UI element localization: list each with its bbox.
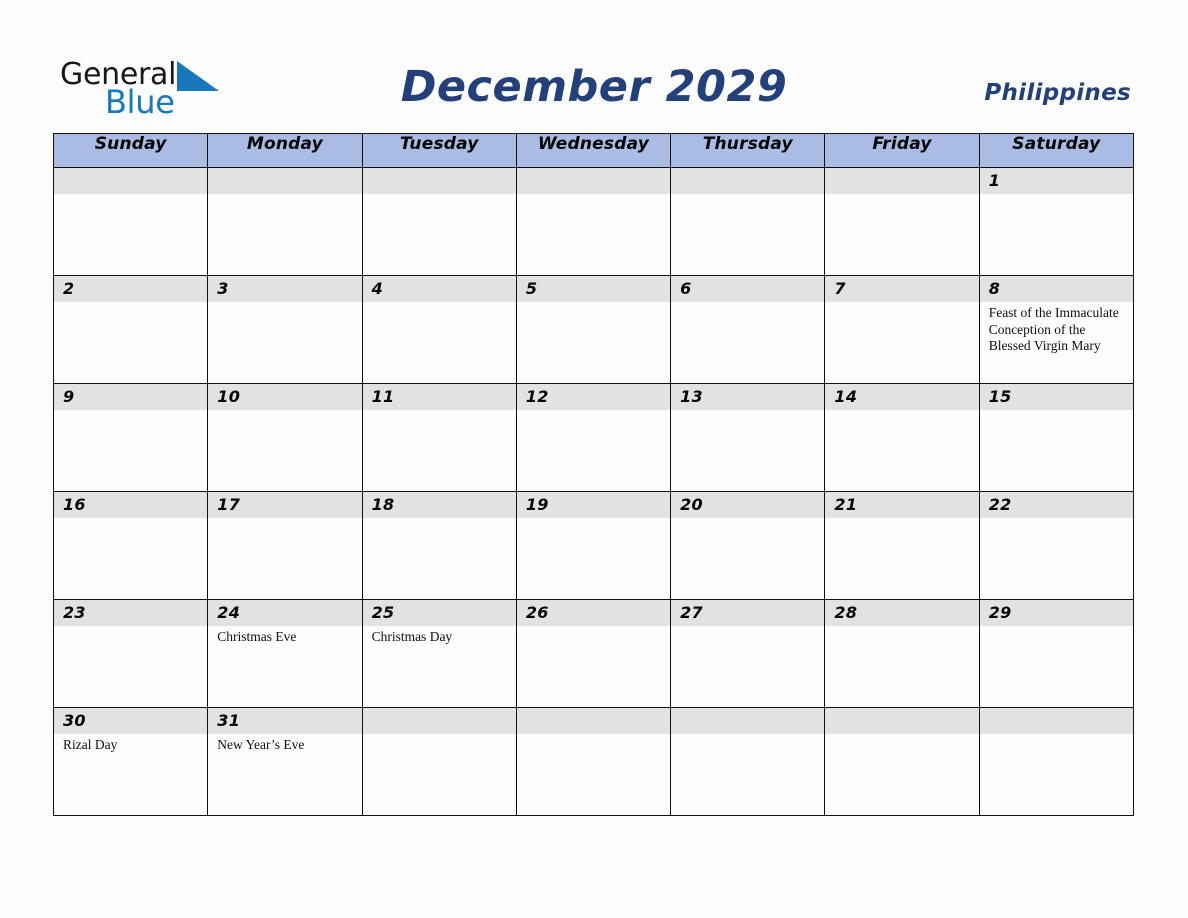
- calendar-day-cell[interactable]: [979, 276, 1133, 384]
- day-number: 11: [371, 387, 395, 406]
- day-events: [208, 626, 361, 646]
- day-cell-content: [671, 384, 824, 491]
- day-number: 2: [63, 279, 75, 298]
- calendar-empty-cell: [825, 168, 979, 276]
- calendar-body: [54, 168, 1134, 816]
- calendar-day-cell[interactable]: [516, 276, 670, 384]
- calendar-empty-cell: [362, 708, 516, 816]
- day-cell-content: [825, 708, 978, 815]
- day-cell-content: [517, 708, 670, 815]
- day-number: 8: [988, 279, 1001, 298]
- day-number-band: [517, 276, 670, 302]
- logo-general-text: General: [60, 57, 177, 92]
- day-number-band: [54, 600, 207, 626]
- day-number: 23: [63, 603, 86, 622]
- calendar-day-cell[interactable]: [825, 276, 979, 384]
- day-number: 28: [834, 603, 858, 622]
- day-number-band: [54, 708, 207, 734]
- day-cell-content: [363, 168, 516, 275]
- day-number-band: [980, 384, 1133, 410]
- day-number-band: [671, 168, 824, 194]
- calendar-week-row: [54, 708, 1134, 816]
- day-number: 20: [680, 495, 703, 514]
- calendar-day-cell[interactable]: [516, 600, 670, 708]
- day-number-band: [54, 168, 207, 194]
- day-number: 12: [525, 387, 549, 406]
- weekday-header-wednesday: Wednesday: [516, 134, 670, 168]
- day-number-band: [517, 492, 670, 518]
- day-number: 19: [525, 495, 549, 514]
- calendar-week-row: [54, 492, 1134, 600]
- day-cell-content: [671, 276, 824, 383]
- day-cell-content: [671, 168, 824, 275]
- day-number-band: [517, 168, 670, 194]
- page-title: December 2029: [400, 62, 788, 112]
- calendar-empty-cell: [516, 708, 670, 816]
- day-number: 22: [988, 495, 1012, 514]
- day-cell-content: [517, 276, 670, 383]
- holiday-event-label: Rizal Day: [63, 737, 118, 752]
- calendar-day-cell[interactable]: [208, 600, 362, 708]
- calendar-day-cell[interactable]: [54, 492, 208, 600]
- calendar-empty-cell: [516, 168, 670, 276]
- weekday-header-row: [54, 134, 1134, 168]
- day-cell-content: [363, 384, 516, 491]
- day-cell-content: [54, 384, 207, 491]
- day-number-band: [208, 708, 361, 734]
- day-cell-content: [363, 708, 516, 815]
- day-cell-content: [208, 600, 361, 707]
- calendar-day-cell[interactable]: [362, 492, 516, 600]
- day-number-band: [363, 168, 516, 194]
- day-number-band: [517, 600, 670, 626]
- day-cell-content: [54, 276, 207, 383]
- day-number: 1: [988, 171, 1001, 190]
- day-number-band: [825, 384, 978, 410]
- day-number: 3: [217, 279, 229, 298]
- day-number: 27: [680, 603, 703, 622]
- day-cell-content: [671, 600, 824, 707]
- day-events: [54, 734, 207, 754]
- calendar-day-cell[interactable]: [516, 492, 670, 600]
- day-number: 13: [680, 387, 703, 406]
- weekday-header-saturday: Saturday: [979, 134, 1133, 168]
- day-cell-content: [54, 708, 207, 815]
- day-cell-content: [980, 384, 1133, 491]
- day-number-band: [208, 600, 361, 626]
- day-cell-content: [980, 492, 1133, 599]
- day-number-band: [980, 492, 1133, 518]
- calendar-day-cell[interactable]: [979, 492, 1133, 600]
- weekday-header-tuesday: Tuesday: [362, 134, 516, 168]
- day-events: [208, 734, 361, 754]
- day-number-band: [825, 600, 978, 626]
- calendar-empty-cell: [671, 708, 825, 816]
- day-cell-content: [980, 708, 1133, 815]
- day-cell-content: [825, 276, 978, 383]
- day-cell-content: [208, 708, 361, 815]
- day-number: 29: [988, 603, 1012, 622]
- day-cell-content: [980, 276, 1133, 383]
- day-cell-content: [54, 600, 207, 707]
- calendar-empty-cell: [979, 708, 1133, 816]
- day-number-band: [825, 492, 978, 518]
- day-number: 21: [834, 495, 858, 514]
- calendar-day-cell[interactable]: [362, 600, 516, 708]
- day-cell-content: [825, 384, 978, 491]
- day-number-band: [825, 168, 978, 194]
- day-cell-content: [54, 168, 207, 275]
- calendar-day-cell[interactable]: [362, 384, 516, 492]
- day-number-band: [208, 276, 361, 302]
- calendar-day-cell[interactable]: [979, 168, 1133, 276]
- page-header: [0, 0, 1188, 133]
- day-cell-content: [671, 708, 824, 815]
- day-cell-content: [825, 492, 978, 599]
- day-cell-content: [825, 600, 978, 707]
- day-number-band: [54, 384, 207, 410]
- day-number-band: [980, 600, 1133, 626]
- calendar-day-cell[interactable]: [208, 276, 362, 384]
- day-number-band: [671, 384, 824, 410]
- day-number: 10: [217, 387, 241, 406]
- day-cell-content: [517, 600, 670, 707]
- day-number-band: [363, 708, 516, 734]
- calendar-day-cell[interactable]: [825, 384, 979, 492]
- calendar-day-cell[interactable]: [671, 600, 825, 708]
- calendar-day-cell[interactable]: [979, 384, 1133, 492]
- day-cell-content: [517, 168, 670, 275]
- day-cell-content: [980, 600, 1133, 707]
- weekday-header-sunday: Sunday: [54, 134, 208, 168]
- day-number: 31: [217, 711, 241, 730]
- calendar-week-row: [54, 276, 1134, 384]
- calendar-empty-cell: [54, 168, 208, 276]
- day-number-band: [363, 384, 516, 410]
- day-cell-content: [208, 276, 361, 383]
- calendar-day-cell[interactable]: [516, 384, 670, 492]
- day-number: 6: [680, 279, 692, 298]
- calendar-week-row: [54, 168, 1134, 276]
- day-cell-content: [208, 384, 361, 491]
- day-number-band: [208, 384, 361, 410]
- calendar-day-cell[interactable]: [208, 384, 362, 492]
- day-number: 16: [63, 495, 86, 514]
- day-number: 26: [525, 603, 549, 622]
- calendar-day-cell[interactable]: [979, 600, 1133, 708]
- day-number-band: [671, 276, 824, 302]
- day-cell-content: [671, 492, 824, 599]
- holiday-event-label: Feast of the Immaculate Conception of the Blessed Virgin Mary: [988, 305, 1119, 354]
- day-number-band: [517, 384, 670, 410]
- day-events: [363, 626, 516, 646]
- calendar-day-cell[interactable]: [825, 600, 979, 708]
- calendar-empty-cell: [208, 168, 362, 276]
- calendar-empty-cell: [671, 168, 825, 276]
- day-cell-content: [517, 384, 670, 491]
- calendar-day-cell[interactable]: [54, 600, 208, 708]
- day-cell-content: [363, 276, 516, 383]
- day-cell-content: [980, 168, 1133, 275]
- day-number-band: [54, 492, 207, 518]
- day-number-band: [671, 492, 824, 518]
- day-number-band: [54, 276, 207, 302]
- holiday-event-label: Christmas Eve: [217, 629, 297, 644]
- day-number: 25: [371, 603, 395, 622]
- calendar-day-cell[interactable]: [54, 384, 208, 492]
- calendar-day-cell[interactable]: [54, 708, 208, 816]
- day-number: 9: [63, 387, 75, 406]
- calendar-day-cell[interactable]: [208, 492, 362, 600]
- day-number-band: [208, 168, 361, 194]
- day-number-band: [363, 600, 516, 626]
- calendar-week-row: [54, 600, 1134, 708]
- calendar-day-cell[interactable]: [54, 276, 208, 384]
- day-number: 15: [988, 387, 1012, 406]
- day-number: 30: [63, 711, 86, 730]
- calendar-empty-cell: [825, 708, 979, 816]
- weekday-header-thursday: Thursday: [671, 134, 825, 168]
- country-label: Philippines: [984, 80, 1131, 106]
- day-number: 24: [217, 603, 241, 622]
- weekday-header-monday: Monday: [208, 134, 362, 168]
- day-number-band: [363, 492, 516, 518]
- day-number-band: [363, 276, 516, 302]
- calendar-week-row: [54, 384, 1134, 492]
- day-cell-content: [363, 600, 516, 707]
- day-events: [980, 302, 1133, 355]
- calendar-day-cell[interactable]: [671, 384, 825, 492]
- day-number: 17: [217, 495, 241, 514]
- day-cell-content: [825, 168, 978, 275]
- day-number-band: [980, 708, 1133, 734]
- logo-blue-text: Blue: [105, 83, 175, 121]
- weekday-header-friday: Friday: [825, 134, 979, 168]
- day-number-band: [980, 276, 1133, 302]
- day-cell-content: [208, 168, 361, 275]
- day-number: 14: [834, 387, 858, 406]
- day-number: 7: [834, 279, 846, 298]
- calendar-grid: [53, 133, 1134, 816]
- calendar-day-cell[interactable]: [671, 492, 825, 600]
- holiday-event-label: Christmas Day: [371, 629, 453, 644]
- day-number: 5: [525, 279, 538, 298]
- day-number: 4: [371, 279, 383, 298]
- day-number: 18: [371, 495, 395, 514]
- day-cell-content: [54, 492, 207, 599]
- calendar-day-cell[interactable]: [208, 708, 362, 816]
- day-number-band: [208, 492, 361, 518]
- day-cell-content: [363, 492, 516, 599]
- holiday-event-label: New Year’s Eve: [217, 737, 305, 752]
- day-cell-content: [208, 492, 361, 599]
- day-number-band: [671, 600, 824, 626]
- day-number-band: [517, 708, 670, 734]
- day-number-band: [980, 168, 1133, 194]
- calendar-day-cell[interactable]: [825, 492, 979, 600]
- day-number-band: [825, 276, 978, 302]
- calendar-day-cell[interactable]: [362, 276, 516, 384]
- calendar-day-cell[interactable]: [671, 276, 825, 384]
- day-number-band: [671, 708, 824, 734]
- calendar-empty-cell: [362, 168, 516, 276]
- day-number-band: [825, 708, 978, 734]
- day-cell-content: [517, 492, 670, 599]
